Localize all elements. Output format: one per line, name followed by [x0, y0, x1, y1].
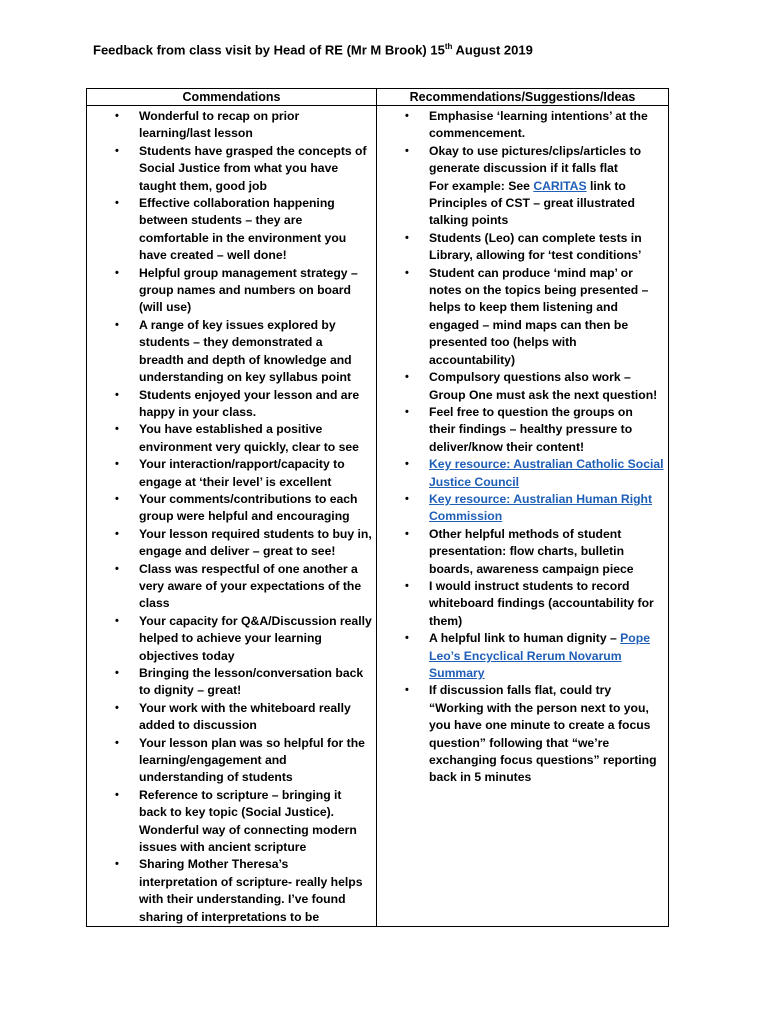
recommendations-list: [377, 106, 668, 787]
bullet-icon: •: [405, 371, 409, 384]
list-item: • Your lesson plan was so helpful for the learning/engagement and understanding of students: [115, 735, 365, 785]
bullet-icon: •: [115, 562, 119, 575]
bullet-icon: •: [405, 405, 409, 418]
bullet-icon: •: [115, 788, 119, 801]
list-item: • Bringing the lesson/conversation back to dignity – great!: [115, 666, 364, 698]
bullet-icon: •: [115, 144, 119, 157]
bullet-icon: •: [115, 197, 119, 210]
acsjc-link-cont[interactable]: Justice Council: [429, 474, 520, 489]
commendations-header: Commendations: [87, 89, 377, 106]
bullet-icon: •: [115, 736, 119, 749]
commendations-list: [87, 106, 376, 926]
list-item: • Compulsory questions also work – Group One must ask the next question!: [405, 370, 658, 402]
list-item: • Sharing Mother Theresa’s interpretation of scripture- really helps with their understanding. I’ve found sharing of interpretations to be: [115, 857, 363, 924]
list-item: • Reference to scripture – bringing it back to key topic (Social Justice). Wonderful way of connecting modern issues with ancient scripture: [115, 787, 357, 855]
list-item: • Students have grasped the concepts of Social Justice from what you have taught them, good job: [115, 143, 367, 193]
human-rights-link[interactable]: Key resource: Australian Human Right: [429, 491, 653, 506]
list-item: • Your comments/contributions to each group were helpful and encouraging: [115, 491, 358, 524]
bullet-icon: •: [405, 458, 409, 471]
bullet-icon: •: [405, 684, 409, 697]
list-item: [377, 456, 664, 491]
recommendations-cell: [377, 106, 669, 927]
pope-leo-link-end[interactable]: Summary: [429, 666, 485, 680]
list-item: [377, 491, 664, 526]
acsjc-link[interactable]: Key resource: Australian Catholic Social: [429, 457, 664, 472]
bullet-icon: •: [405, 579, 409, 592]
bullet-icon: •: [115, 388, 119, 401]
list-item: • Your lesson required students to buy in, engage and deliver – great to see!: [115, 526, 372, 559]
list-item: • Wonderful to recap on prior learning/last lesson: [115, 109, 300, 141]
list-item: • Your capacity for Q&A/Discussion really helped to achieve your learning objectives today: [115, 613, 372, 663]
bullet-icon: •: [405, 492, 409, 505]
list-item: • Your work with the whiteboard really added to discussion: [115, 700, 351, 733]
list-item: • Emphasise ‘learning intentions’ at the commencement.: [405, 109, 648, 141]
bullet-icon: •: [405, 527, 409, 540]
bullet-icon: •: [405, 266, 409, 279]
bullet-icon: •: [115, 266, 119, 279]
bullet-icon: •: [115, 492, 119, 505]
list-item: • Feel free to question the groups on their findings – healthy pressure to deliver/know their content!: [405, 404, 633, 454]
list-item: • Students (Leo) can complete tests in Library, allowing for ‘test conditions’: [405, 230, 642, 263]
list-item: • Your interaction/rapport/capacity to engage at ‘their level’ is excellent: [115, 457, 345, 489]
list-item: • You have established a positive environment very quickly, clear to see: [115, 422, 359, 454]
list-item: • Other helpful methods of student presentation: flow charts, bulletin boards, awareness campaign piece: [405, 526, 634, 576]
caritas-link[interactable]: CARITAS: [533, 178, 587, 193]
list-item: • Helpful group management strategy – group names and numbers on board (will use): [115, 265, 358, 315]
list-item: • Effective collaboration happening between students – they are comfortable in the environment you have created – well done!: [115, 196, 347, 263]
recommendations-header: Recommendations/Suggestions/Ideas: [377, 89, 669, 106]
bullet-icon: •: [115, 110, 119, 122]
bullet-icon: •: [115, 858, 119, 871]
list-item: • I would instruct students to record whiteboard findings (accountability for them): [405, 578, 654, 628]
bullet-icon: •: [115, 614, 119, 627]
bullet-icon: •: [115, 701, 119, 714]
list-item: • If discussion falls flat, could try “Working with the person next to you, you have one minute to create a focus question” following that “we’re exchanging focus questions” reporting back in 5 minutes: [405, 683, 657, 785]
bullet-icon: •: [115, 458, 119, 471]
list-item: • Student can produce ‘mind map’ or notes on the topics being presented – helps to keep them listening and engaged – mind maps can then be presented too (helps with accountability): [405, 265, 649, 367]
page-title: Feedback from class visit by Head of RE (Mr M Brook) 15th August 2019: [93, 42, 533, 58]
list-item: • Okay to use pictures/clips/articles to generate discussion if it falls flat For example: See CARITAS link to Principles of CST – great illustrated talking points: [405, 143, 642, 228]
list-item: • Class was respectful of one another a very aware of your expectations of the class: [115, 561, 362, 611]
commendations-cell: [87, 106, 377, 927]
pope-leo-link-cont[interactable]: Leo’s Encyclical Rerum Novarum: [429, 648, 622, 663]
human-rights-link-cont[interactable]: Commission: [429, 509, 503, 524]
list-item: • A range of key issues explored by students – they demonstrated a breadth and depth of knowledge and understanding on key syllabus point: [115, 317, 352, 385]
bullet-icon: •: [405, 231, 409, 244]
list-item: • A helpful link to human dignity – Pope Leo’s Encyclical Rerum Novarum Summary: [377, 630, 664, 682]
bullet-icon: •: [405, 110, 409, 122]
bullet-icon: •: [115, 423, 119, 436]
bullet-icon: •: [115, 527, 119, 540]
feedback-table: [86, 88, 669, 927]
bullet-icon: •: [405, 632, 409, 645]
pope-leo-link[interactable]: Pope: [620, 631, 650, 646]
list-item: • Students enjoyed your lesson and are happy in your class.: [115, 387, 360, 419]
bullet-icon: •: [405, 144, 409, 157]
bullet-icon: •: [115, 667, 119, 679]
bullet-icon: •: [115, 318, 119, 331]
